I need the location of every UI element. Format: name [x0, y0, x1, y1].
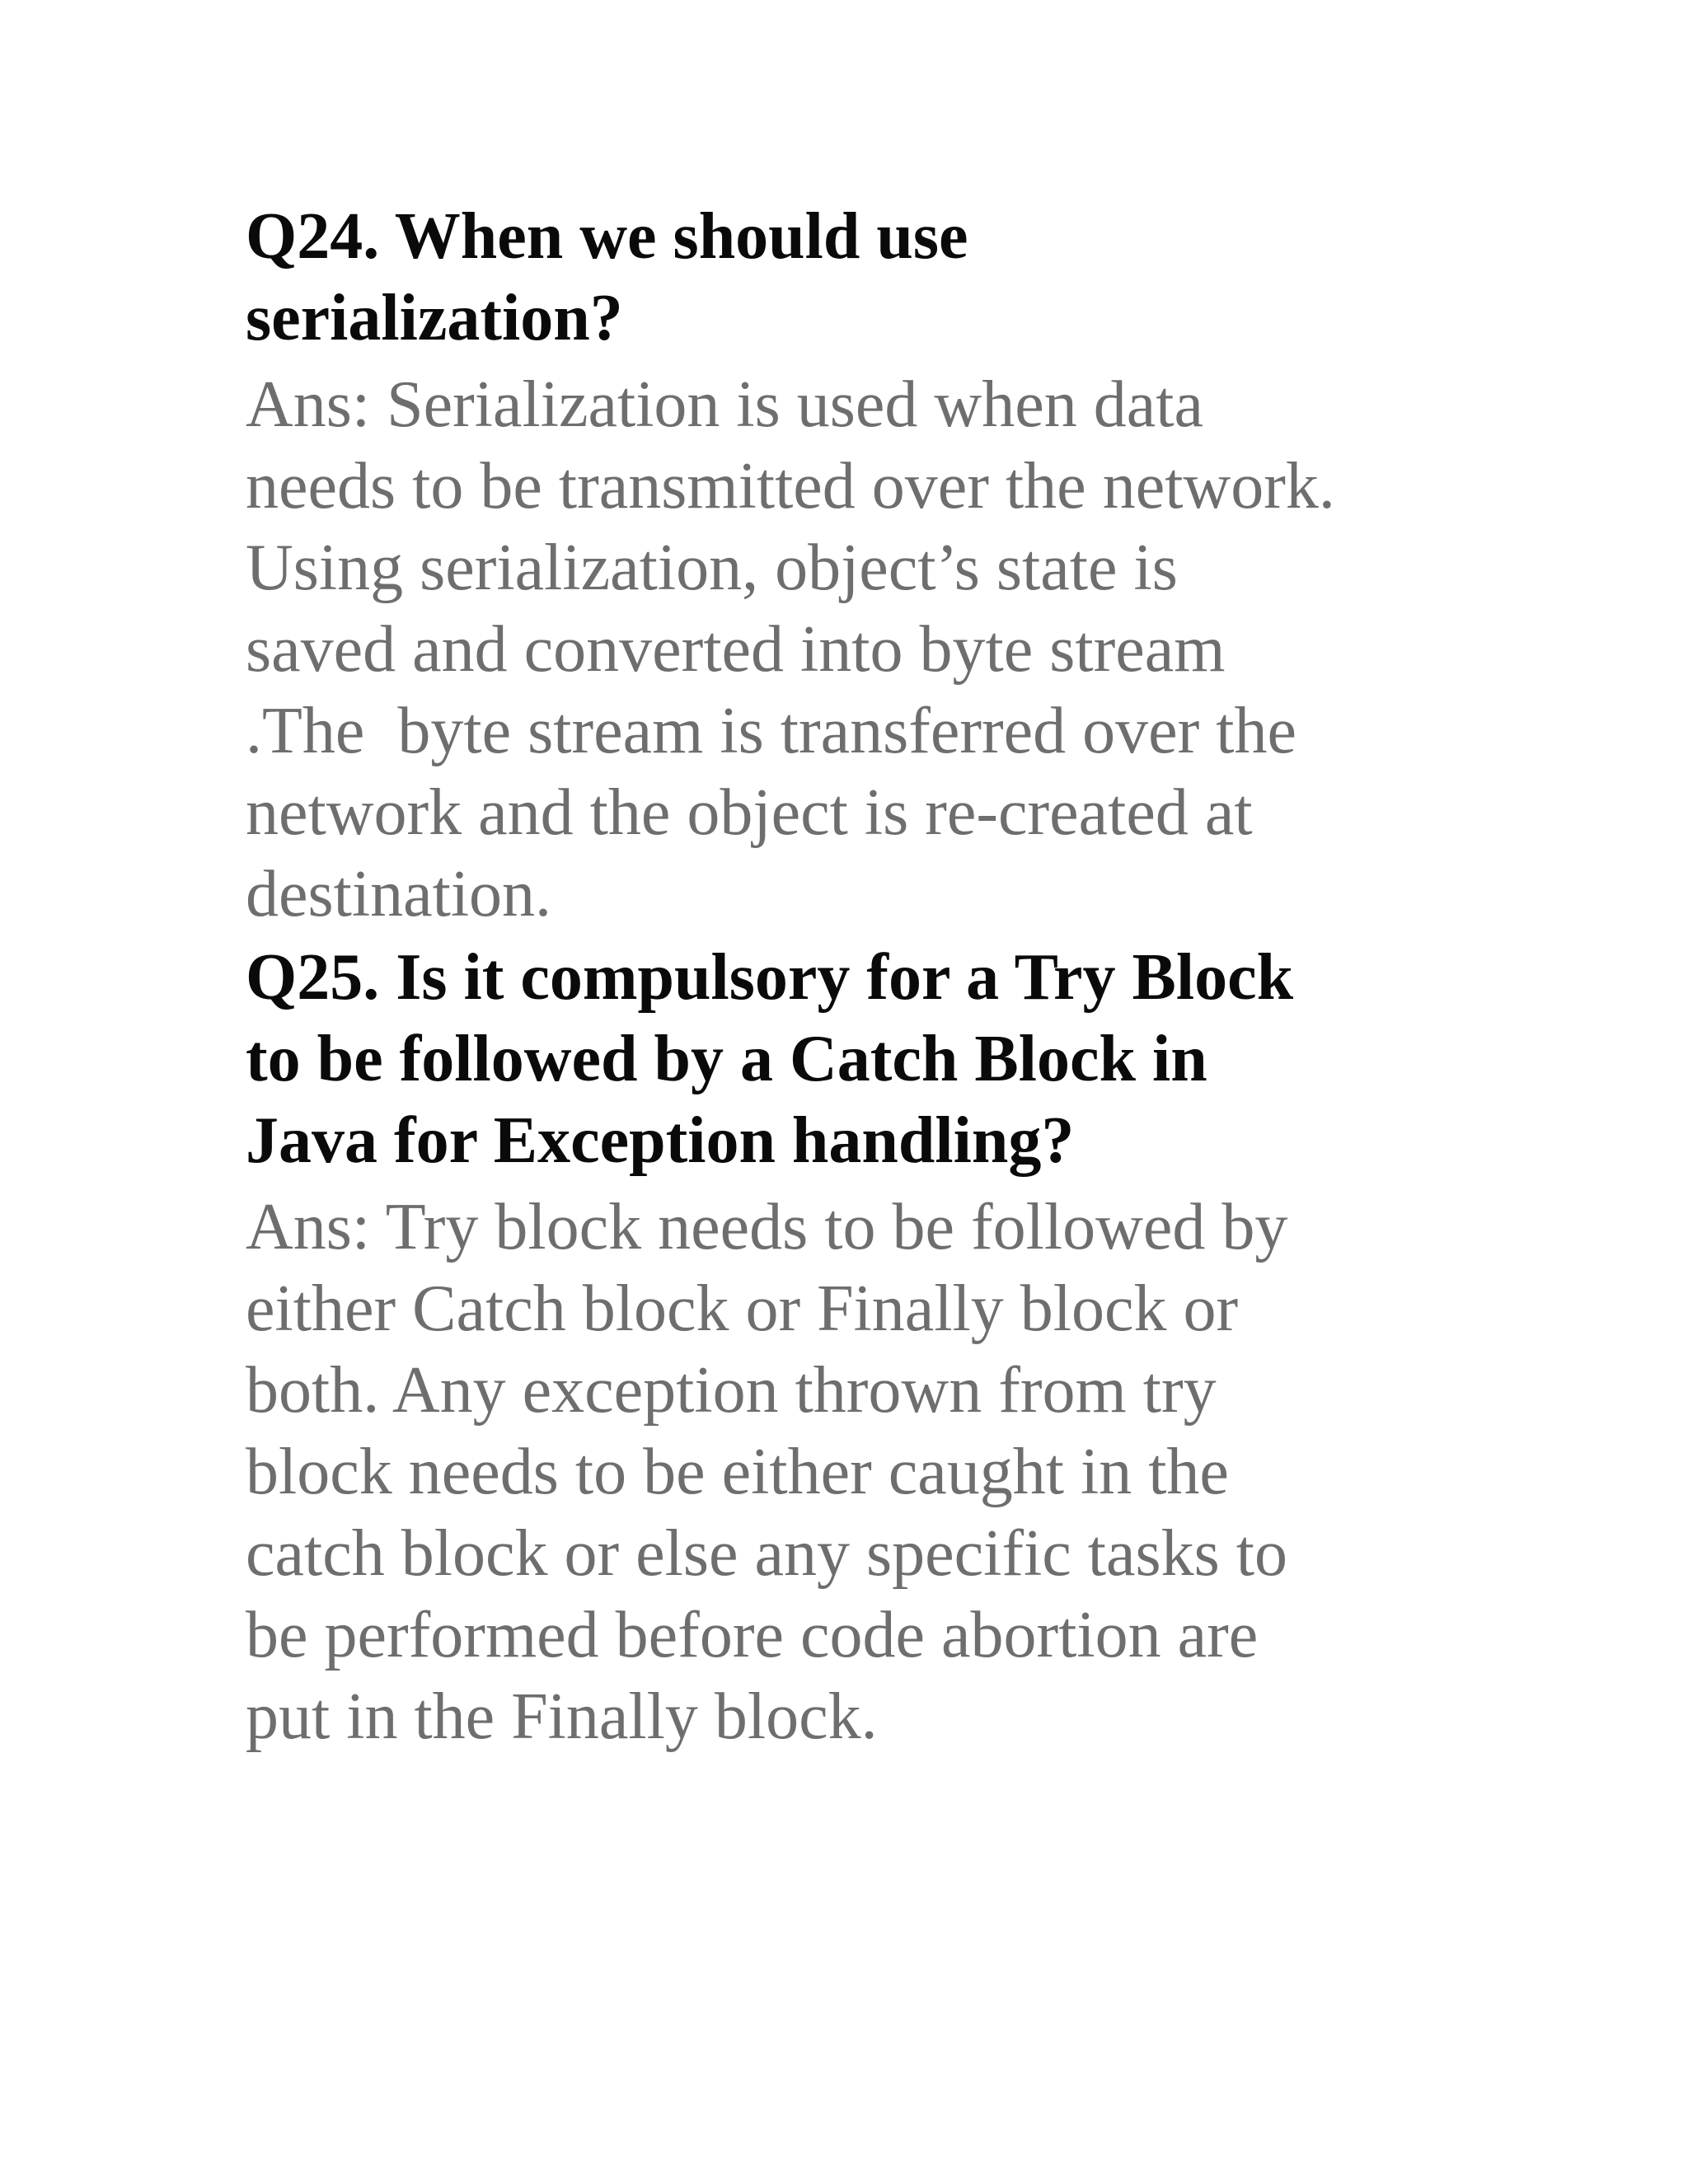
answer-line: saved and converted into byte stream: [246, 613, 1226, 686]
answer-line: block needs to be either caught in the: [246, 1436, 1229, 1508]
question-line: Q24. When we should use: [246, 200, 968, 273]
answer-line: either Catch block or Finally block or: [246, 1272, 1239, 1345]
answer-line: put in the Finally block.: [246, 1680, 878, 1753]
question-line: to be followed by a Catch Block in: [246, 1023, 1207, 1095]
answer-line: Ans: Try block needs to be followed by: [246, 1191, 1288, 1263]
question-line: Java for Exception handling?: [246, 1104, 1075, 1177]
document-content: [246, 196, 1531, 1758]
answer-line: needs to be transmitted over the network.: [246, 450, 1335, 523]
answer-line: network and the object is re-created at: [246, 776, 1253, 849]
answer-line: .The byte stream is transferred over the: [246, 695, 1297, 767]
answer-line: destination.: [246, 858, 552, 930]
answer-line: Ans: Serialization is used when data: [246, 368, 1203, 441]
answer-line: Using serialization, object’s state is: [246, 532, 1178, 604]
answer-line: be performed before code abortion are: [246, 1599, 1259, 1671]
answer-q24: [246, 364, 1531, 935]
question-q25: [246, 937, 1531, 1182]
answer-line: both. Any exception thrown from try: [246, 1354, 1217, 1427]
answer-line: catch block or else any specific tasks to: [246, 1517, 1287, 1590]
question-line: Q25. Is it compulsory for a Try Block: [246, 941, 1294, 1014]
question-line: serialization?: [246, 282, 623, 354]
answer-q25: [246, 1187, 1531, 1758]
question-q24: [246, 196, 1531, 359]
